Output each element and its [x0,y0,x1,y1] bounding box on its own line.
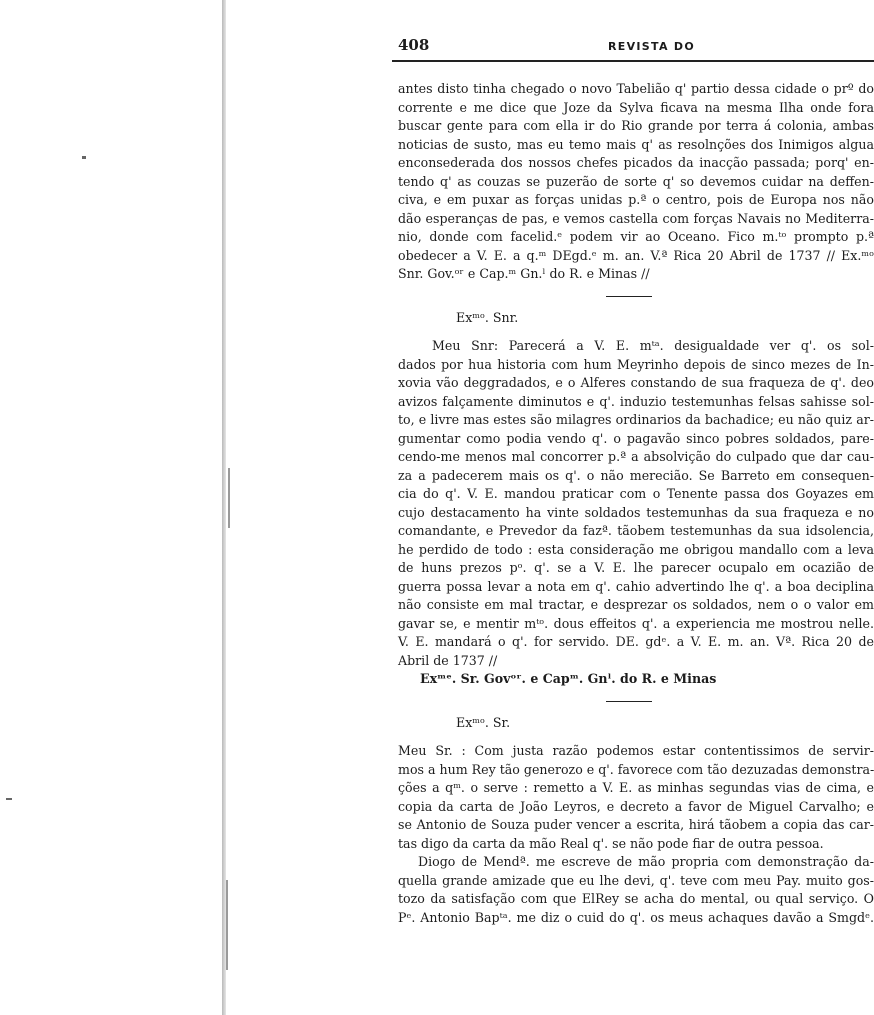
text-line: mos a hum Rey tão generozo e q'. favorece com tão dezuzadas demonstra- [398,761,874,777]
text-line: avizos falçamente diminutos e q'. induzio testemunhas felsas sahisse sol- [398,393,874,409]
letter-closing-paragraph [398,80,874,284]
text-line: Meu Sr. : Com justa razão podemos estar contentissimos de servir- [398,743,874,758]
running-title: REVISTA DO [608,40,695,53]
text-line: cendo-me menos mal concorrer p.ª a absolvição do culpado que dar cau- [398,449,874,464]
left-blank-page [0,0,225,1015]
text-line: copia da carta de João Leyros, e decreto a favor de Miguel Carvalho; e [398,798,874,814]
text-line: quella grande amizade que eu lhe devi, q'. teve com meu Pay. muito gos- [398,872,874,888]
text-line: tas digo da carta da mão Real q'. se não pode fiar de outra pessoa. [398,835,824,851]
text-line: V. E. mandará o q'. for servido. DE. gdᵉ. a V. E. m. an. Vª. Rica 20 de [398,634,874,649]
text-line: buscar gente para com ella ir do Rio grande por terra á colonia, ambas [398,118,874,133]
text-line: gavar se, e mentir mᵗᵒ. dous effeitos q'. a experiencia me mostrou nelle. [398,615,874,631]
book-gutter [222,0,226,1015]
text-line: não consiste em mal tractar, e desprezar os soldados, nem o o valor em [398,597,874,612]
letter-three [398,714,874,928]
text-line: de huns prezos pᵒ. q'. se a V. E. lhe parecer ocupalo em ocazião de [398,560,874,575]
text-line: Snr. Gov.ᵒʳ e Cap.ᵐ Gn.ˡ do R. e Minas // [398,266,650,281]
text-line: nio, donde com facelid.ᵉ podem vir ao Oceano. Fico m.ᵗᵒ prompto p.ª [398,229,874,244]
book-page [392,32,874,62]
text-line: cia do q'. V. E. mandou praticar com o Tenente passa dos Goyazes em [398,486,874,501]
page-number: 408 [398,36,430,54]
letter-two [398,309,874,689]
gutter-mark [228,468,230,528]
text-line: se Antonio de Souza puder vencer a escrita, hirá tãobem a copia das car- [398,817,874,832]
text-line: Meu Snr: Parecerá a V. E. mᵗᵃ. desigualdade ver q'. os sol- [432,338,874,353]
text-line: civa, e em puxar as forças unidas p.ª o centro, pois de Europa nos não [398,192,874,207]
text-line: noticias de susto, mas eu temo mais q' as resolnções dos Inimigos algua [398,136,874,152]
gutter-mark [226,880,228,970]
text-line: gumentar como podia vendo q'. o pagavão sinco pobres soldados, pare- [398,430,874,446]
salutation: Exᵐᵒ. Sr. [456,714,511,730]
text-line: comandante, e Prevedor da fazª. tãobem testemunhas da sua idsolencia, [398,523,874,538]
text-line: obedecer a V. E. a q.ᵐ DEgd.ᵉ m. an. V.ª Rica 20 Abril de 1737 // Ex.ᵐᵒ [398,247,874,263]
text-line: za a padecerem mais os q'. o não merecião. Se Barreto em consequen- [398,467,874,483]
text-line: dados por hua historia com hum Meyrinho depois de sinco mezes de In- [398,356,874,372]
addressee-line: Exᵐᵉ. Sr. Govᵒʳ. e Capᵐ. Gnˡ. do R. e Minas [420,671,717,686]
page-header [392,32,874,62]
text-line: to, e livre mas estes são milagres ordinarios da bachadice; eu não quiz ar- [398,412,874,427]
text-line: ções a qᵐ. o serve : remetto a V. E. as minhas segundas vias de cima, e [398,780,874,795]
text-line: xovia vão deggradados, e o Alferes constando de sua fraqueza de q'. deo [398,375,874,390]
salutation: Exᵐᵒ. Snr. [456,309,519,325]
scan-speck [82,156,86,159]
text-line: he perdido de todo : esta consideração me obrigou mandallo com a leva [398,541,874,557]
text-line: dão esperanças de pas, e vemos castella com forças Navais no Mediterra- [398,210,874,226]
text-line: enconsederada dos nossos chefes picados da inacção passada; porq' en- [398,155,874,170]
text-line: tendo q' as couzas se puzerão de sorte q' so devemos cuidar na deffen- [398,173,874,189]
scan-speck [6,798,12,800]
text-line: Abril de 1737 // [398,652,498,668]
body-text [398,80,874,927]
text-line: antes disto tinha chegado o novo Tabelião q' partio dessa cidade o prº do [398,81,874,96]
text-line: Pᵉ. Antonio Bapᵗᵃ. me diz o cuid do q'. os meus achaques davão a Smgdᵉ. [398,909,874,925]
text-line: Diogo de Mendª. me escreve de mão propria com demonstração da- [418,854,874,869]
text-line: corrente e me dice que Joze da Sylva ficava na mesma Ilha onde fora [398,99,874,115]
text-line: cujo destacamento ha vinte soldados testemunhas da sua fraqueza e no [398,504,874,520]
text-line: tozo da satisfação com que ElRey se acha do mental, ou qual serviço. O [398,891,874,906]
text-line: guerra possa levar a nota em q'. cahio advertindo lhe q'. a boa deciplina [398,578,874,594]
